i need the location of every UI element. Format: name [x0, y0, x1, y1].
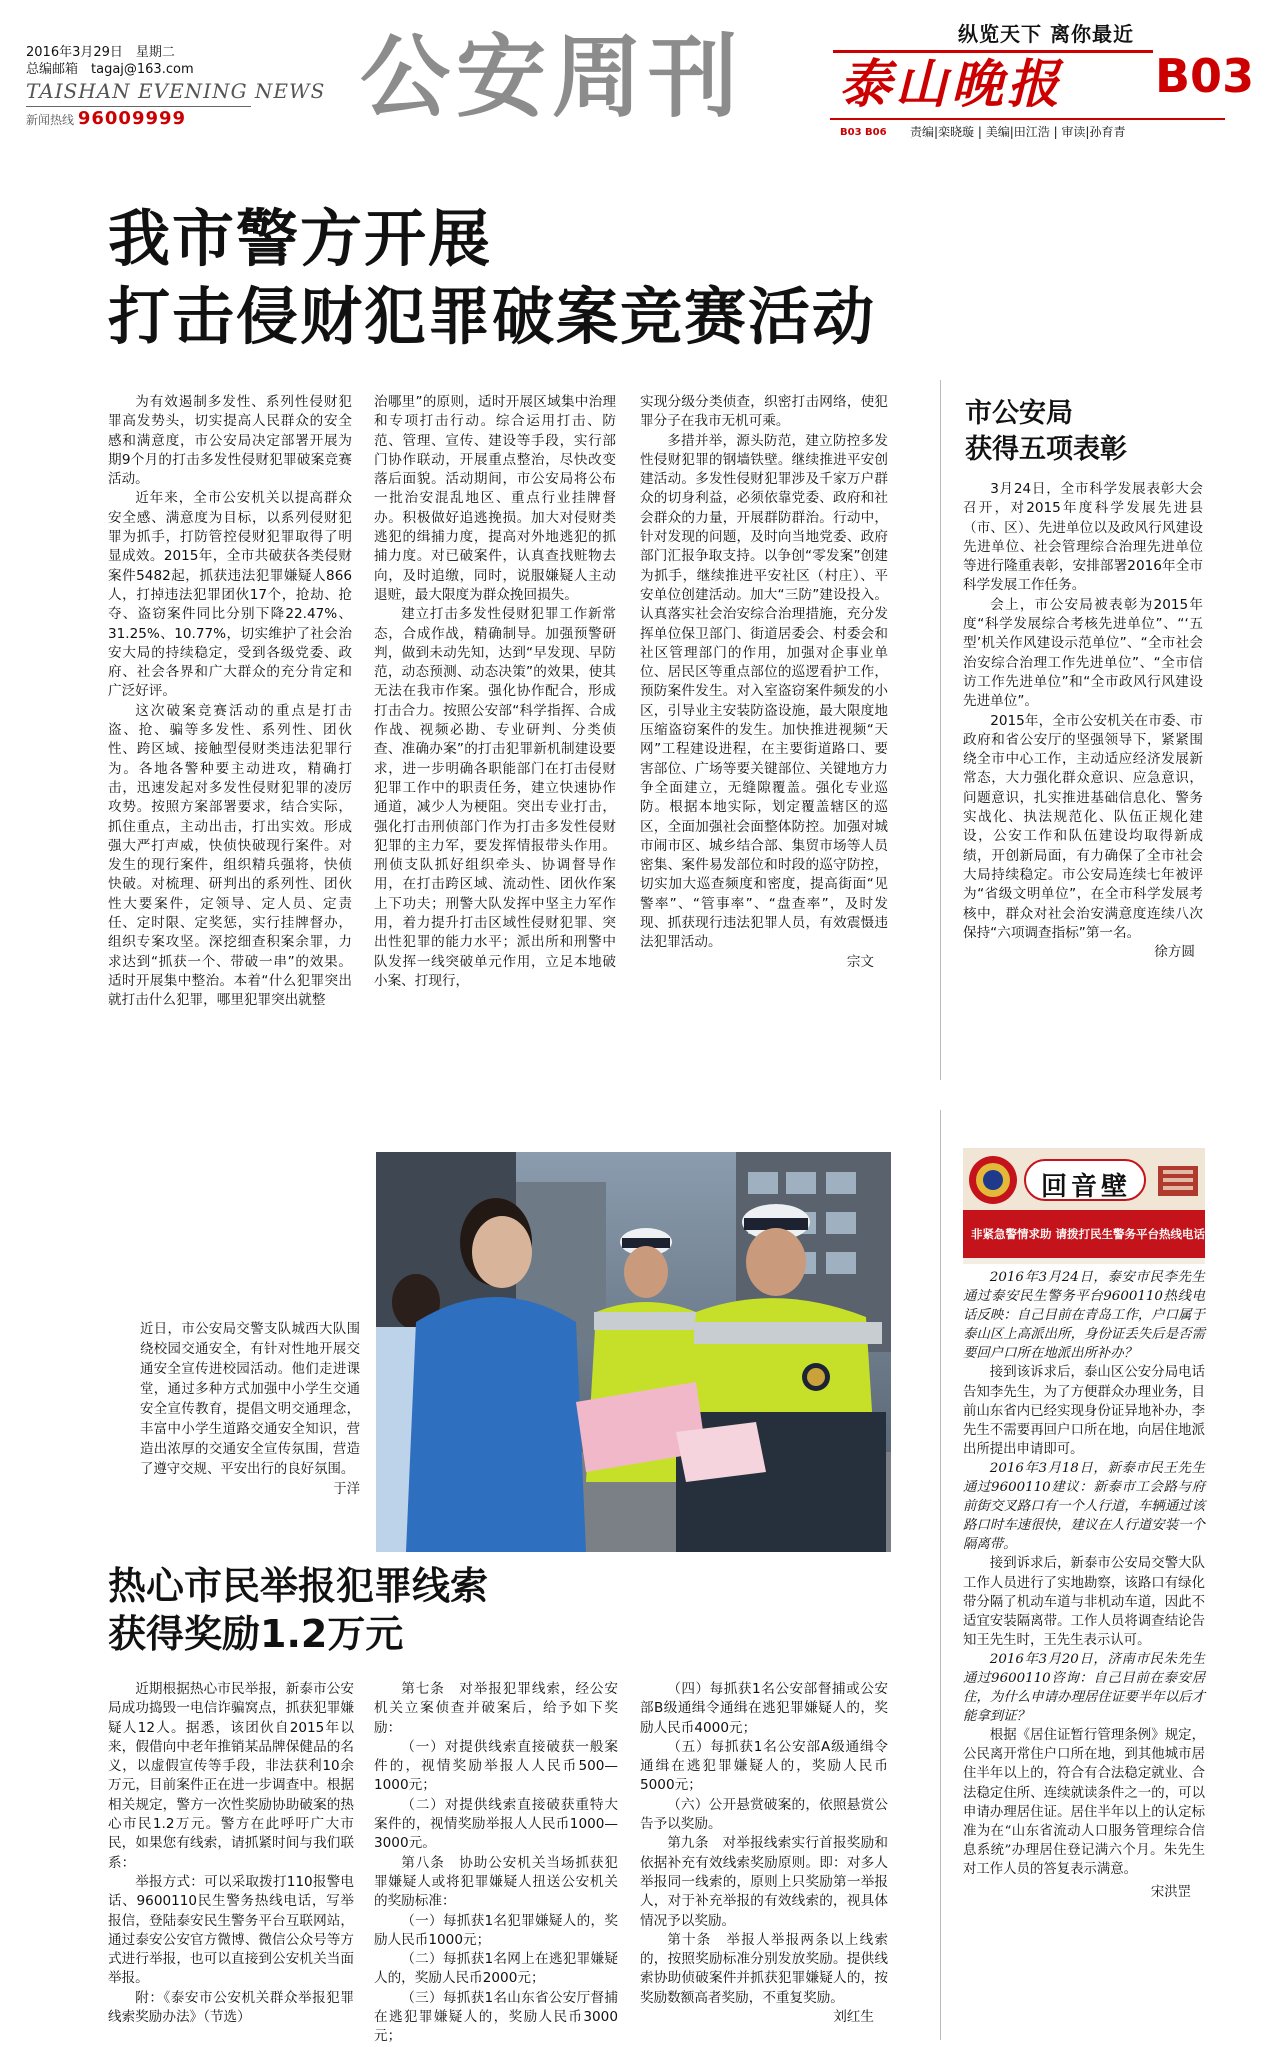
page-code: B03 B06: [840, 127, 887, 138]
editor-email: 总编邮箱 tagaj@163.com: [26, 62, 194, 77]
paragraph: 近期根据热心市民举报，新泰市公安局成功捣毁一电信诈骗窝点，抓获犯罪嫌疑人12人。据悉，该团伙自2015年以来，假借向中老年推销某品牌保健品的名义，以虚假宣传等手段，非法获利10余万元，目前案件正在进一步调查中。根据相关规定，警方一次性奖励协助破案的热心市民1.2万元。警方在此呼吁广大市民，如果您有线索，请抓紧时间与我们联系：: [108, 1681, 354, 1871]
paragraph: （一）每抓获1名犯罪嫌疑人的，奖励人民币1000元；: [374, 1912, 618, 1948]
reward-column-3: [640, 1680, 888, 2038]
paragraph: 这次破案竞赛活动的重点是打击盗、抢、骗等多发性、系列性、团伙性、跨区域、接触型侵财类违法犯罪行为。各地各警种要主动进攻，精确打击，迅速发起对多发性侵财犯罪的凌厉攻势。按照方案部署要求，结合实际，抓住重点，主动出击，打出实效。形成强大严打声威，快侦快破现行案件。对发生的现行案件，组织精兵强将，快侦快破。对梳理、研判出的系列性、团伙性大要案件，定领导、定人员、定责任、定时限、定奖惩，实行挂牌督办，组织专案攻坚。深挖细查积案余罪，力求达到“抓获一个、带破一串”的效果。适时开展集中整治。本着“什么犯罪突出就打击什么犯罪，哪里犯罪突出就整: [108, 702, 352, 1009]
lead-headline-line2: 打击侵财犯罪破案竞赛活动: [108, 280, 877, 353]
paragraph: 3月24日，全市科学发展表彰大会召开，对2015年度科学发展先进县（市、区）、先进单位以及政风行风建设先进单位、社会管理综合治理先进单位等进行隆重表彰，安排部署2016年全市科学发展工作任务。: [963, 481, 1203, 594]
lead-column-3: [640, 393, 888, 1073]
paragraph: 第九条 对举报线索实行首报奖励和依据补充有效线索奖励原则。即：对多人举报同一线索的，原则上只奖励第一举报人，对于补充举报的有效线索的，视具体情况予以奖励。: [640, 1835, 888, 1929]
paragraph: 第十条 举报人举报两条以上线索的，按照奖励标准分别发放奖励。提供线索协助侦破案件并抓获犯罪嫌疑人的，按奖励数额高者奖励，不重复奖励。: [640, 1931, 888, 2006]
hotline-box-body: [963, 1268, 1205, 2038]
hotline-entry: 2016年3月18日，新泰市民王先生通过9600110建议：新泰市工会路与府前街交叉路口有一个人行道，车辆通过该路口时车速很快，建议在人行道安装一个隔离带。: [963, 1460, 1205, 1553]
award-headline: [965, 396, 1127, 468]
photo-caption: [140, 1320, 360, 1500]
hotline-box-byline: 宋洪罡: [1150, 1885, 1191, 1900]
paragraph: 实现分级分类侦查，织密打击网络，使犯罪分子在我市无机可乘。: [640, 394, 888, 430]
hotline-entry: 接到该诉求后，泰山区公安分局电话告知李先生，为了方便群众办理业务，目前山东省内已经实现身份证异地补办，李先生不需要再回户口所在地，向居住地派出所提出申请即可。: [963, 1365, 1205, 1457]
paragraph: （一）对提供线索直接破获一般案件的，视情奖励举报人人民币500—1000元；: [374, 1738, 618, 1794]
news-hotline: [26, 108, 186, 129]
paragraph: 第八条 协助公安机关当场抓获犯罪嫌疑人或将犯罪嫌疑人扭送公安机关的奖励标准：: [374, 1854, 618, 1910]
reward-headline: [108, 1562, 488, 1658]
hotline-box-title: 回音壁: [1041, 1172, 1132, 1202]
paragraph: 多措并举，源头防范，建立防控多发性侵财犯罪的钢墙铁壁。继续推进平安创建活动。多发性侵财犯罪涉及千家万户群众的切身利益，必须依靠党委、政府和社会群众的力量，开展群防群治。行动中，针对发现的问题，及时向当地党委、政府部门汇报争取支持。以争创“零发案”创建为抓手，继续推进平安社区（村庄）、平安单位创建活动。加大“三防”建设投入。认真落实社会治安综合治理措施，充分发挥单位保卫部门、街道居委会、村委会和社区管理部门的作用，加强对企事业单位、居民区等重点部位的巡逻看护工作，预防案件发生。对入室盗窃案件频发的小区，引导业主安装防盗设施，最大限度地压缩盗窃案件的发生。加快推进视频“天网”工程建设进程，在主要街道路口、要害部位、广场等要关键部位、关键地方力争全面建立，无缝隙覆盖。强化专业巡防。根据本地实际，划定覆盖辖区的巡区，全面加强社会面整体防控。加强对城市闹市区、城乡结合部、集贸市场等人员密集、案件易发部位和时段的巡守防控，切实加大巡查频度和密度，提高街面“见警率”、“管事率”、“盘查率”，及时发现、抓获现行违法犯罪人员，有效震慑违法犯罪活动。: [640, 432, 888, 951]
lead-byline: 宗文: [846, 953, 874, 970]
photo-illustration: [376, 1152, 891, 1552]
hotline-entry: 根据《居住证暂行管理条例》规定，公民离开常住户口所在地，到其他城市居住半年以上的，符合有合法稳定就业、合法稳定住所、连续就读条件之一的，可以申请办理居住证。居住半年以上的认定标准为在“山东省流动人口服务管理综合信息系统”办理居住登记满六个月。朱先生对工作人员的答复表示满意。: [963, 1728, 1205, 1877]
issue-date: 2016年3月29日 星期二: [26, 45, 175, 60]
reward-byline: 刘红生: [833, 2009, 874, 2026]
column-divider: [940, 1110, 941, 2040]
hotline-entry: 2016年3月24日，泰安市民李先生通过泰安民生警务平台9600110热线电话反映：自己目前在青岛工作，户口属于泰山区上高派出所，身份证丢失后是否需要回户口所在地派出所补办？: [963, 1270, 1205, 1362]
hotline-entry: 接到诉求后，新泰市公安局交警大队工作人员进行了实地勘察，该路口有绿化带分隔了机动车道与非机动车道，因此不适宜安装隔离带。工作人员将调查结论告知王先生时，王先生表示认可。: [963, 1556, 1205, 1648]
hotline-label: 新闻热线: [26, 113, 75, 127]
paragraph: 举报方式：可以采取拨打110报警电话、9600110民生警务热线电话，写举报信，登陆泰安民生警务平台互联网站，通过泰安公安官方微博、微信公众号等方式进行举报，也可以直接到公安机关当面举报。: [108, 1873, 354, 1987]
lead-headline-line1: 我市警方开展: [108, 202, 493, 275]
reward-column-2: [374, 1680, 618, 2045]
paragraph: （五）每抓获1名公安部A级通缉令通缉在逃犯罪嫌疑人的，奖励人民币5000元；: [640, 1738, 888, 1794]
paragraph: 近年来，全市公安机关以提高群众安全感、满意度为目标，以系列侵财犯罪为抓手，打防管控侵财犯罪取得了明显成效。2015年，全市共破获各类侵财案件5482起，抓获违法犯罪嫌疑人866人，打掉违法犯罪团伙17个，抢劫、抢夺、盗窃案件同比分别下降22.47%、31.25%、10.77%，切实维护了社会治安大局的持续稳定，受到各级党委、政府、社会各界和广大群众的充分肯定和广泛好评。: [108, 490, 352, 700]
award-body: [963, 480, 1203, 1080]
lead-column-1: [108, 393, 352, 1071]
paragraph: （四）每抓获1名公安部督捕或公安部B级通缉令通缉在逃犯罪嫌疑人的，奖励人民币4000元；: [640, 1681, 888, 1736]
paragraph: 会上，市公安局被表彰为2015年度“科学发展综合考核先进单位”、“‘五型’机关作风建设示范单位”、“全市社会治安综合治理工作先进单位”、“全市信访工作先进单位”和“全市政风行风建设先进单位”。: [963, 596, 1203, 710]
column-divider: [940, 380, 941, 1080]
publication-name-roman: TAISHAN EVENING NEWS: [26, 79, 326, 103]
editor-credits: 责编|栾晓璇 | 美编|田江浩 | 审读|孙育青: [910, 125, 1126, 139]
paragraph: 治哪里”的原则，适时开展区域集中治理和专项打击行动。综合运用打击、防范、管理、宣传、建设等手段，实行部门协作联动，开展重点整治，尽快改变落后面貌。活动期间，市公安局将公布一批治安混乱地区、重点行业挂牌督办。积极做好追逃挽损。加大对侵财类逃犯的缉捕力度，提高对外地逃犯的抓捕力度。对已破案件，认真查找赃物去向，及时追缴，同时，说服嫌疑人主动退赃，最大限度为群众挽回损失。: [374, 394, 616, 603]
hotline-entry: 2016年3月20日，济南市民朱先生通过9600110咨询：自己目前在泰安居住，为什么申请办理居住证要半年以后才能拿到证？: [963, 1651, 1205, 1725]
reward-headline-line2: 获得奖励1.2万元: [108, 1612, 404, 1656]
masthead-red-rule: [830, 118, 1225, 120]
paragraph: （二）对提供线索直接破获重特大案件的，视情奖励举报人人民币1000—3000元。: [374, 1796, 618, 1852]
reward-column-1: [108, 1680, 354, 2035]
paragraph: 为有效遏制多发性、系列性侵财犯罪高发势头，切实提高人民群众的安全感和满意度，市公安局决定部署开展为期9个月的打击多发性侵财犯罪破案竞赛活动。: [108, 394, 352, 488]
photo-byline: 于洋: [333, 1482, 360, 1497]
award-headline-line1: 市公安局: [965, 398, 1073, 429]
award-byline: 徐方圆: [1154, 944, 1195, 961]
newspaper-name: 泰山晚报: [839, 54, 1064, 115]
hotline-box-banner: [963, 1210, 1265, 1258]
paragraph: 建立打击多发性侵财犯罪工作新常态，合成作战，精确制导。加强预警研判，做到未动先知，达到“早发现、早防范，动态预测、动态决策”的效果，使其无法在我市作案。强化协作配合，形成打击合力。按照公安部“科学指挥、合成作战、视频必勘、专业研判、分类侦查、准确办案”的打击犯罪新机制建设要求，进一步明确各职能部门在打击侵财犯罪工作中的职责任务，建立快速协作通道，减少人为梗阻。突出专业打击，强化打击刑侦部门作为打击多发性侵财犯罪的主力军，要发挥情报带头作用。刑侦支队抓好组织牵头、协调督导作用，在打击跨区域、流动性、团伙作案上下功夫；刑警大队发挥中坚主力军作用，着力提升打击区域性侵财犯罪、突出性犯罪的能力水平；派出所和刑警中队发挥一线突破单元作用，立足本地破小案、打现行，: [374, 606, 616, 989]
page-number: B03: [1155, 49, 1255, 103]
lead-headline: [108, 200, 876, 356]
paragraph: 附：《泰安市公安机关群众举报犯罪线索奖励办法》（节选）: [108, 1989, 354, 2026]
paragraph: 2015年，全市公安机关在市委、市政府和省公安厅的坚强领导下，紧紧围绕全市中心工作，主动适应经济发展新常态，大力强化群众意识、应急意识，问题意识，扎实推进基础信息化、警务实战化、执法规范化、队伍正规化建设，公安工作和队伍建设均取得新成绩，开创新局面，有力确保了全市社会大局持续稳定。市公安局连续七年被评为“省级文明单位”，在全市科学发展考核中，群众对社会治安满意度连续八次保持“六项调查指标”第一名。: [963, 712, 1203, 941]
paragraph: （六）公开悬赏破案的，依照悬赏公告予以奖励。: [640, 1796, 888, 1833]
award-headline-line2: 获得五项表彰: [965, 434, 1127, 465]
masthead-divider: [26, 106, 251, 107]
newspaper-logo: [833, 50, 1153, 115]
hotline-box-banner-text: 非紧急警情求助 请拨打民生警务平台热线电话 9600110: [971, 1227, 1265, 1241]
paragraph: （三）每抓获1名山东省公安厅督捕在逃犯罪嫌疑人的，奖励人民币3000元；: [374, 1989, 618, 2045]
reward-headline-line1: 热心市民举报犯罪线索: [108, 1564, 489, 1608]
section-title: 公安周刊: [360, 25, 744, 130]
paragraph: 第七条 对举报犯罪线索，经公安机关立案侦查并破案后，给予如下奖励：: [374, 1681, 618, 1736]
paragraph: （二）每抓获1名网上在逃犯罪嫌疑人的，奖励人民币2000元；: [374, 1951, 618, 1987]
newspaper-slogan: 纵览天下 离你最近: [958, 22, 1134, 46]
news-photo: [376, 1152, 891, 1552]
lead-column-2: [374, 393, 616, 1071]
hotline-number: 96009999: [77, 108, 187, 129]
photo-caption-text: 近日，市公安局交警支队城西大队围绕校园交通安全，有针对性地开展交通安全宣传进校园活动。他们走进课堂，通过多种方式加强中小学生交通安全宣传教育，提倡文明交通理念，丰富中小学生道路交通安全知识，营造出浓厚的交通安全宣传氛围，营造了遵守交规、平安出行的良好氛围。: [140, 1322, 360, 1477]
